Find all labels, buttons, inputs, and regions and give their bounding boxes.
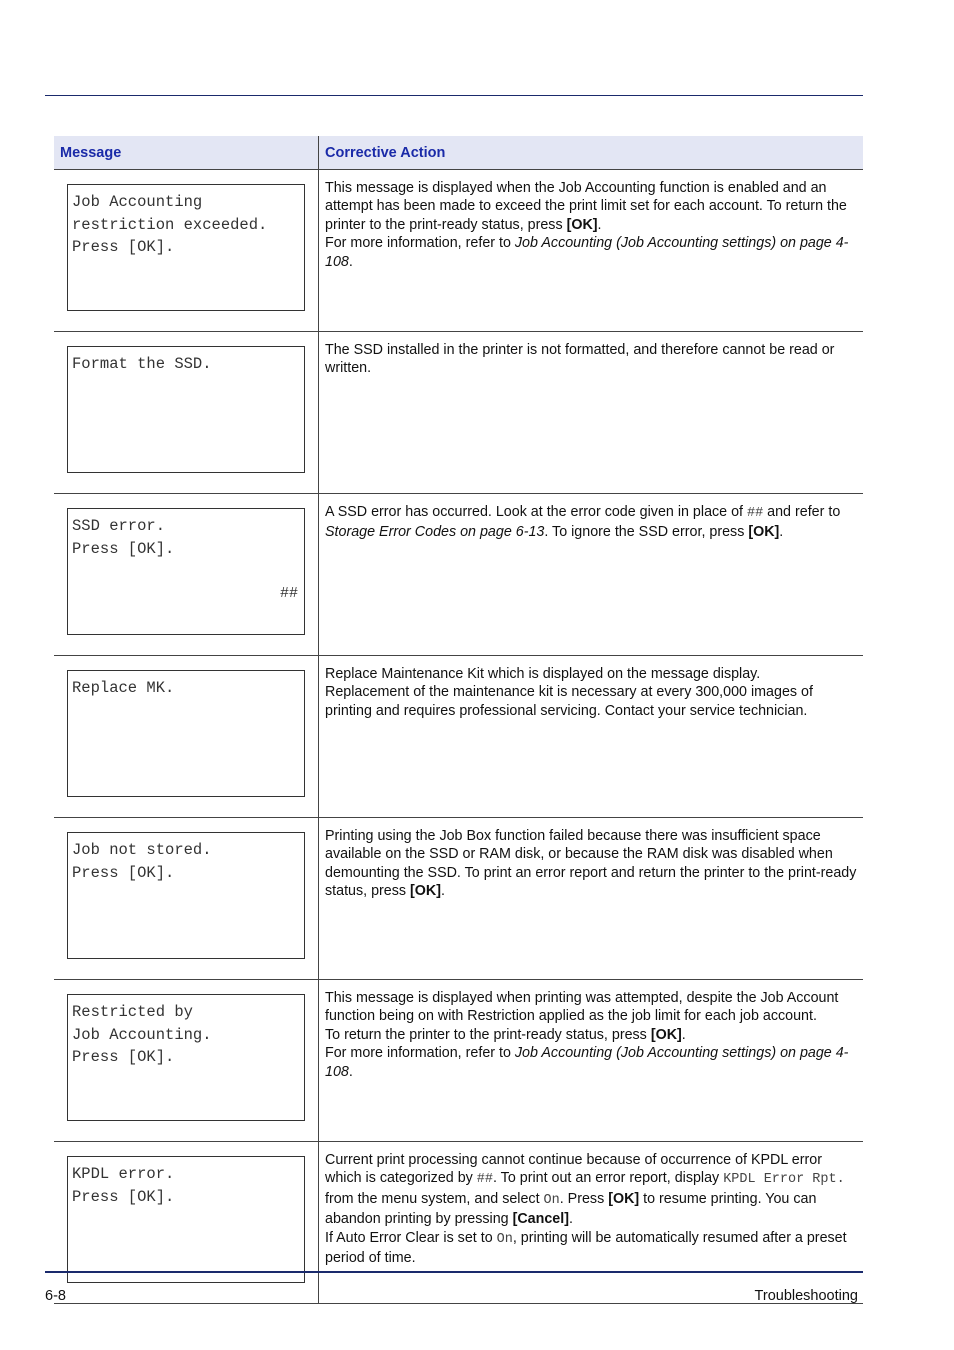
action-text: . To print out an error report, display [492, 1170, 724, 1187]
table-row [54, 170, 863, 332]
action-text: . [681, 1026, 686, 1043]
display-line: Job not stored. [72, 841, 212, 859]
action-text: A SSD error has occurred. Look at the error code given in place of [325, 504, 747, 520]
action-text: Current print processing cannot continue because of occurrence of KPDL error which is categorized by [325, 1152, 822, 1187]
action-text: . [779, 524, 784, 541]
display-line: Replace MK. [72, 679, 175, 697]
action-text: Replace Maintenance Kit which is displayed on the message display. [325, 666, 761, 682]
action-text: . [348, 1063, 353, 1080]
action-text: . To ignore the SSD error, press [544, 524, 749, 541]
action-text: For more information, refer to [325, 235, 515, 252]
action-text: If Auto Error Clear is set to [325, 1229, 497, 1246]
column-header-message: Message [54, 136, 319, 170]
message-cell [54, 818, 319, 980]
display-line: Press [OK]. [72, 1187, 175, 1206]
message-display [67, 184, 305, 311]
action-text: . Press [559, 1190, 609, 1207]
display-line: SSD error. [72, 517, 166, 535]
display-line: Press [OK]. [72, 238, 175, 257]
message-cell [54, 494, 319, 656]
cross-reference: Storage Error Codes on page 6-13 [325, 524, 545, 541]
action-text: , printing will be automatically resumed after a preset period of time. [325, 1229, 847, 1267]
header-rule [45, 95, 863, 96]
corrective-action-cell [319, 170, 864, 332]
display-line: Format the SSD. [72, 355, 212, 373]
message-display [67, 832, 305, 959]
message-cell [54, 656, 319, 818]
action-text: . [441, 883, 445, 900]
table-header-row [54, 136, 863, 170]
action-text: Printing using the Job Box function failed because there was insufficient space available on the SSD or RAM disk, or because the RAM disk was disabled when demounting the SSD. To print an error report and return the printer to the print-ready status, press [325, 828, 857, 900]
cross-reference: Job Accounting (Job Accounting settings) on page 4-108 [325, 1045, 849, 1080]
action-text: The SSD installed in the printer is not formatted, and therefore cannot be read or written. [325, 342, 835, 377]
action-text: . [597, 216, 602, 233]
action-text: . [348, 253, 353, 270]
message-display [67, 1156, 305, 1283]
display-line: restriction exceeded. [72, 215, 268, 234]
display-line: Press [OK]. [72, 863, 175, 882]
column-header-action: Corrective Action [319, 136, 864, 170]
key-label: [OK] [650, 1026, 682, 1043]
key-label: [OK] [748, 524, 780, 541]
table-row [54, 980, 863, 1142]
message-display [67, 508, 305, 635]
corrective-action-cell [319, 332, 864, 494]
message-cell [54, 980, 319, 1142]
cross-reference: Job Accounting (Job Accounting settings) on page 4-108 [325, 235, 849, 270]
error-code-placeholder: ## [279, 585, 298, 602]
corrective-action-cell [319, 980, 864, 1142]
corrective-action-cell [319, 494, 864, 656]
table-row [54, 1142, 863, 1304]
table-row [54, 332, 863, 494]
message-cell [54, 1142, 319, 1304]
display-line: Job Accounting [72, 193, 203, 211]
table-row [54, 656, 863, 818]
display-line: Press [OK]. [72, 539, 175, 558]
message-cell [54, 332, 319, 494]
action-text: Replacement of the maintenance kit is necessary at every 300,000 images of printing and requires professional servicing. Contact your service technician. [325, 684, 813, 719]
key-label: [OK] [410, 883, 441, 900]
table-body [54, 170, 863, 1304]
action-text: . [568, 1211, 573, 1228]
key-label: [OK] [566, 216, 598, 233]
action-text: This message is displayed when the Job Accounting function is enabled and an attempt has been made to exceed the print limit set for each account. To return the printer to the print-ready status, press [325, 180, 847, 233]
action-text: to resume printing. You can abandon printing by pressing [325, 1190, 817, 1228]
message-table [54, 136, 863, 1304]
display-text: KPDL Error Rpt. [723, 1172, 845, 1188]
action-text: This message is displayed when printing was attempted, despite the Job Account function being on with Restriction applied as the job limit for each job account. [325, 990, 839, 1025]
display-line: KPDL error. [72, 1165, 175, 1183]
section-title: Troubleshooting [754, 1288, 858, 1304]
display-line: Job Accounting. [72, 1025, 212, 1044]
message-display [67, 346, 305, 473]
page-number: 6-8 [45, 1288, 66, 1304]
display-text: ## [476, 1172, 493, 1188]
table-row [54, 818, 863, 980]
message-display [67, 670, 305, 797]
corrective-action-cell [319, 1142, 864, 1304]
display-line: Restricted by [72, 1003, 193, 1021]
message-cell [54, 170, 319, 332]
footer-rule [45, 1271, 863, 1273]
display-text: ## [746, 506, 764, 521]
corrective-action-cell [319, 656, 864, 818]
message-display [67, 994, 305, 1121]
action-text: from the menu system, and select [325, 1190, 544, 1207]
table-row [54, 494, 863, 656]
action-text: For more information, refer to [325, 1045, 515, 1062]
corrective-action-cell [319, 818, 864, 980]
key-label: [OK] [608, 1190, 640, 1207]
key-label: [Cancel] [512, 1211, 569, 1228]
display-line: Press [OK]. [72, 1048, 175, 1067]
display-text: On [543, 1192, 560, 1208]
action-text: To return the printer to the print-ready status, press [325, 1026, 651, 1043]
action-text: and refer to [763, 504, 841, 520]
display-text: On [496, 1231, 513, 1247]
